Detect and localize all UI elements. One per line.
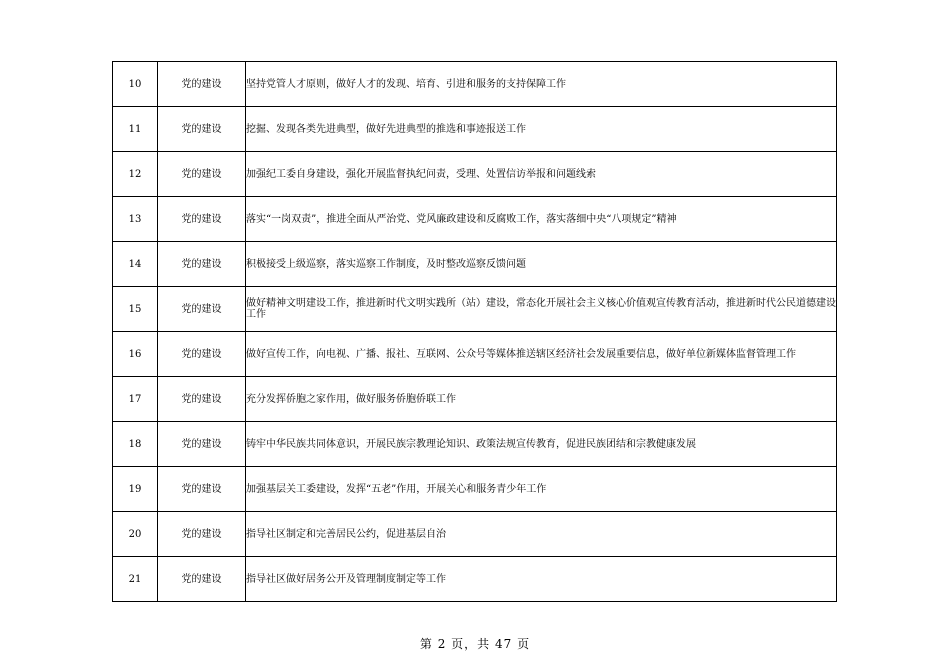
row-category: 党的建设 bbox=[158, 512, 246, 557]
row-category: 党的建设 bbox=[158, 332, 246, 377]
row-category: 党的建设 bbox=[158, 152, 246, 197]
row-content: 做好精神文明建设工作，推进新时代文明实践所（站）建设，常态化开展社会主义核心价值观宣传教育活动，推进新时代公民道德建设工作 bbox=[246, 287, 837, 332]
row-number: 17 bbox=[113, 377, 158, 422]
row-number: 19 bbox=[113, 467, 158, 512]
row-content: 充分发挥侨胞之家作用，做好服务侨胞侨联工作 bbox=[246, 377, 837, 422]
duty-table-body bbox=[113, 62, 837, 602]
row-number: 21 bbox=[113, 557, 158, 602]
table-row bbox=[113, 467, 837, 512]
table-row bbox=[113, 197, 837, 242]
table-row bbox=[113, 62, 837, 107]
row-category: 党的建设 bbox=[158, 377, 246, 422]
row-content: 坚持党管人才原则，做好人才的发现、培育、引进和服务的支持保障工作 bbox=[246, 62, 837, 107]
row-content: 指导社区制定和完善居民公约，促进基层自治 bbox=[246, 512, 837, 557]
row-content: 挖掘、发现各类先进典型，做好先进典型的推选和事迹报送工作 bbox=[246, 107, 837, 152]
row-number: 16 bbox=[113, 332, 158, 377]
row-category: 党的建设 bbox=[158, 287, 246, 332]
table-row bbox=[113, 287, 837, 332]
table-row bbox=[113, 242, 837, 287]
row-number: 12 bbox=[113, 152, 158, 197]
row-content: 积极接受上级巡察，落实巡察工作制度，及时整改巡察反馈问题 bbox=[246, 242, 837, 287]
row-number: 10 bbox=[113, 62, 158, 107]
row-number: 15 bbox=[113, 287, 158, 332]
row-number: 13 bbox=[113, 197, 158, 242]
table-row bbox=[113, 422, 837, 467]
row-content: 加强纪工委自身建设，强化开展监督执纪问责，受理、处置信访举报和问题线索 bbox=[246, 152, 837, 197]
duty-table bbox=[112, 61, 837, 602]
table-row bbox=[113, 107, 837, 152]
row-content: 铸牢中华民族共同体意识，开展民族宗教理论知识、政策法规宣传教育，促进民族团结和宗教健康发展 bbox=[246, 422, 837, 467]
table-row bbox=[113, 557, 837, 602]
table-row bbox=[113, 152, 837, 197]
table-row bbox=[113, 512, 837, 557]
row-content: 加强基层关工委建设，发挥“五老”作用，开展关心和服务青少年工作 bbox=[246, 467, 837, 512]
row-category: 党的建设 bbox=[158, 62, 246, 107]
row-category: 党的建设 bbox=[158, 422, 246, 467]
table-row bbox=[113, 332, 837, 377]
row-category: 党的建设 bbox=[158, 242, 246, 287]
row-content: 落实“一岗双责”，推进全面从严治党、党风廉政建设和反腐败工作，落实落细中央“八项规定”精神 bbox=[246, 197, 837, 242]
row-content: 做好宣传工作，向电视、广播、报社、互联网、公众号等媒体推送辖区经济社会发展重要信息，做好单位新媒体监督管理工作 bbox=[246, 332, 837, 377]
row-number: 11 bbox=[113, 107, 158, 152]
row-content: 指导社区做好居务公开及管理制度制定等工作 bbox=[246, 557, 837, 602]
table-row bbox=[113, 377, 837, 422]
row-category: 党的建设 bbox=[158, 467, 246, 512]
row-number: 14 bbox=[113, 242, 158, 287]
row-number: 18 bbox=[113, 422, 158, 467]
row-number: 20 bbox=[113, 512, 158, 557]
row-category: 党的建设 bbox=[158, 557, 246, 602]
row-category: 党的建设 bbox=[158, 197, 246, 242]
page-footer: 第 2 页，共 47 页 bbox=[419, 637, 531, 651]
row-category: 党的建设 bbox=[158, 107, 246, 152]
